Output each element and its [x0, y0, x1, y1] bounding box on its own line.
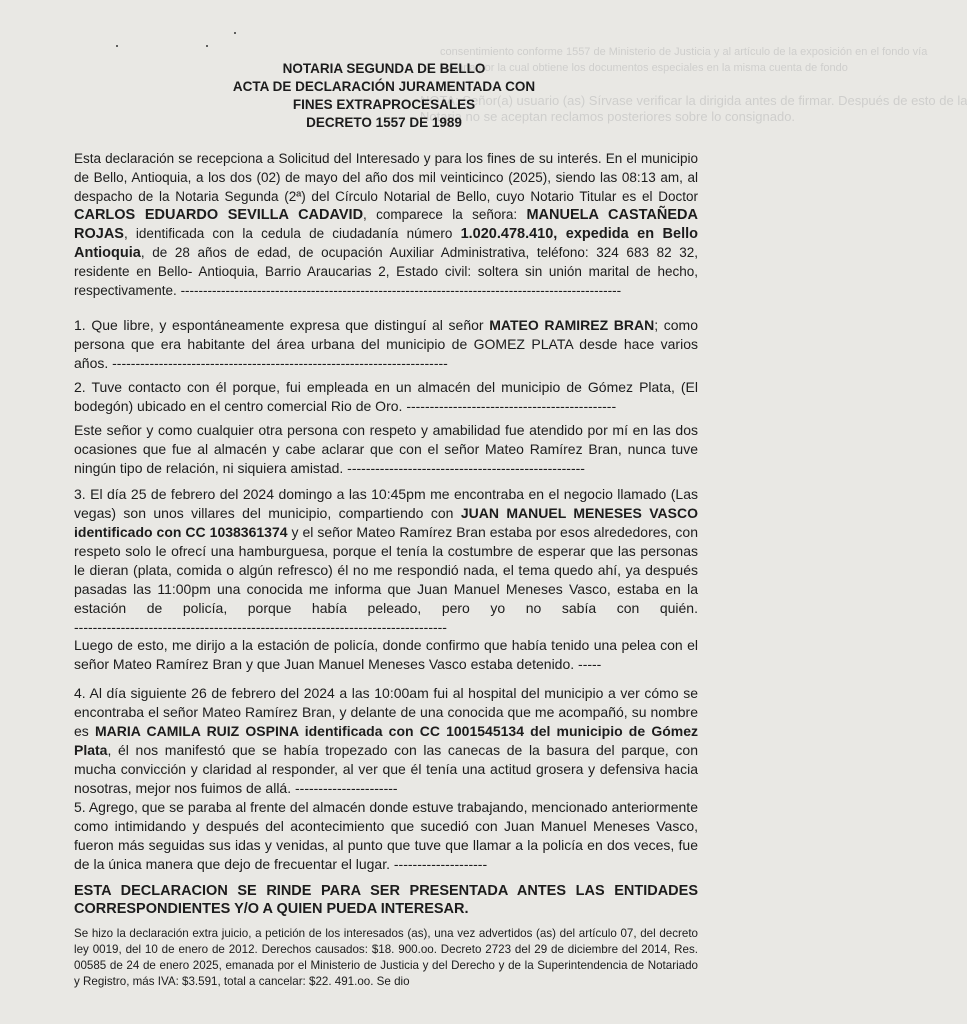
declarant-id: 1.020.478.410, expedida en Bello Antioquia	[74, 226, 698, 262]
statement-3-continued: Luego de esto, me dirijo a la estación de policía, donde confirmo que había tenido una pelea con el señor Mateo Ramírez Bran y que Juan Manuel Meneses Vasco estaba detenido. -----	[74, 637, 698, 672]
bleed-through-line: consentimiento conforme 1557 de Ministerio de Justicia y al artículo de la exposición en el fondo vía	[440, 46, 928, 58]
statement-3: 3. El día 25 de febrero del 2024 domingo a las 10:45pm me encontraba en el negocio llamado (Las vegas) son unos villares del municipio, compartiendo con JUAN MANUEL MENESES VASCO identificado con CC 1038361374 y el señor Mateo Ramírez Bran estaba por esos alrededores, con respeto solo le ofrecí una hamburguesa, porque el tenía la costumbre de esperar que las personas le dieran (plata, comida o algún refresco) él no me respondió nada, el tema quedo ahí, ya después pasadas las 11:00pm una conocida me informa que Juan Manuel Meneses Vasco, estaba en la estación de policía, porque había peleado, pero yo no sabía con quién. --------------------------------------------------------------------------------	[74, 486, 699, 635]
document-header	[0, 60, 768, 132]
witness-id: MARIA CAMILA RUIZ OSPINA identificada con CC 1001545134 del municipio de Gómez Plata	[74, 723, 698, 758]
scan-speck	[116, 45, 118, 47]
closing-statement: ESTA DECLARACION SE RINDE PARA SER PRESENTADA ANTES LAS ENTIDADES CORRESPONDIENTES Y/O A QUIEN PUEDA INTERESAR.	[74, 883, 698, 917]
declarant-name: MANUELA CASTAÑEDA ROJAS	[74, 207, 698, 243]
decree-reference: DECRETO 1557 DE 1989	[306, 115, 462, 130]
statement-4: 4. Al día siguiente 26 de febrero del 2024 a las 10:00am fui al hospital del municipio a ver cómo se encontraba el señor Mateo Ramírez Bran, y delante de una conocida que me acompañó, su nombre es MARIA CAMILA RUIZ OSPINA identificada con CC 1001545134 del municipio de Gómez Plata, él nos manifestó que se había tropezado con las canecas de la basura del parque, con mucha convicción y claridad al responder, al ver que él tenía una actitud grosera y defensiva hacia nosotras, mejor nos fuimos de allá. ----------------------	[74, 685, 698, 796]
person-name: MATEO RAMIREZ BRAN	[489, 317, 655, 333]
notary-name: CARLOS EDUARDO SEVILLA CADAVID	[74, 207, 364, 224]
bleed-through-line: Notaria no se aceptan reclamos posteriores sobre lo consignado.	[420, 109, 796, 124]
statement-1: 1. Que libre, y espontáneamente expresa que distinguí al señor MATEO RAMIREZ BRAN; como persona que era habitante del área urbana del municipio de GOMEZ PLATA desde hace varios años. ------------------------------------------------------------------------	[74, 317, 698, 371]
scan-speck	[234, 32, 236, 34]
bleed-through-line: NOTA: Señor(a) usuario (as) Sírvase verificar la dirigida antes de firmar. Después de esto de la	[420, 93, 967, 108]
notary-office-title: NOTARIA SEGUNDA DE BELLO	[282, 61, 486, 76]
bleed-through-line: Notaria por la cual obtiene los documentos especiales en la misma cuenta de fondo	[440, 62, 848, 74]
statement-2: 2. Tuve contacto con él porque, fui empleada en un almacén del municipio de Gómez Plata, (El bodegón) ubicado en el centro comercial Rio de Oro. ---------------------------------------------	[74, 379, 698, 414]
person-id: JUAN MANUEL MENESES VASCO identificado con CC 1038361374	[74, 505, 699, 540]
statement-2-continued: Este señor y como cualquier otra persona con respeto y amabilidad fue atendido por mí en las dos ocasiones que fue al almacén y cabe aclarar que con el señor Mateo Ramírez Bran, nunca tuve ningún tipo de relación, ni siquiera amistad. ---------------------------------------------------	[74, 422, 698, 476]
scan-speck	[206, 45, 208, 47]
footer-fees-note: Se hizo la declaración extra juicio, a petición de los interesados (as), una vez advertidos (as) del artículo 07, del decreto ley 0019, del 10 de enero de 2012. Derechos causados: $18. 900.oo. Decreto 2723 del 29 de diciembre del 2014, Res. 00585 de 24 de enero 2025, emanada por el Ministerio de Justicia y del Derecho y de la Superintendencia de Notariado y Registro, más IVA: $3.591, total a cancelar: $22. 491.oo. Se dio	[74, 927, 698, 988]
document-title: ACTA DE DECLARACIÓN JURAMENTADA CON	[232, 79, 536, 94]
statement-5: 5. Agrego, que se paraba al frente del almacén donde estuve trabajando, mencionado anteriormente como intimidando y después del acontecimiento que sucedió con Juan Manuel Meneses Vasco, fueron más seguidas sus idas y venidas, al punto que tuve que llamar a la policía en dos veces, fue de la única manera que dejo de frecuentar el lugar. --------------------	[74, 799, 698, 872]
document-title-continued: FINES EXTRAPROCESALES	[292, 97, 476, 112]
intro-paragraph: Esta declaración se recepciona a Solicitud del Interesado y para los fines de su interés. En el municipio de Bello, Antioquia, a los dos (02) de mayo del año dos mil veinticinco (2025), siendo las 08:13 am, al despacho de la Notaria Segunda (2ª) del Círculo Notarial de Bello, cuyo Notario Titular es el Doctor CARLOS EDUARDO SEVILLA CADAVID, comparece la señora: MANUELA CASTAÑEDA ROJAS, identificada con la cedula de ciudadanía número 1.020.478.410, expedida en Bello Antioquia, de 28 años de edad, de ocupación Auxiliar Administrativa, teléfono: 324 683 82 32, residente en Bello- Antioquia, Barrio Araucarias 2, Estado civil: soltera sin unión marital de hecho, respectivamente. --------------------------------------------------------------------------------------------------	[74, 151, 698, 298]
